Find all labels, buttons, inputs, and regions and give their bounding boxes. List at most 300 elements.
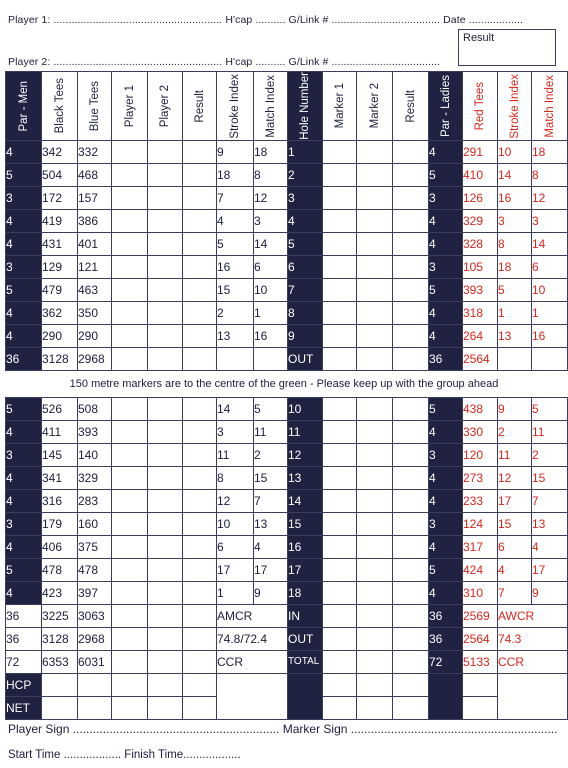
out-black-total: 3128 — [42, 347, 78, 370]
result-cell[interactable] — [183, 255, 217, 278]
player2-score[interactable] — [148, 536, 183, 559]
par-ladies-cell: 4 — [429, 140, 463, 163]
total-ladies-par: 72 — [429, 651, 463, 674]
marker1-score[interactable] — [323, 444, 357, 467]
out-result-total[interactable] — [183, 347, 217, 370]
red-tee-distance: 233 — [463, 490, 498, 513]
marker1-score[interactable] — [323, 232, 357, 255]
marker2-score[interactable] — [357, 444, 393, 467]
player2-score[interactable] — [148, 324, 183, 347]
par-men-cell: 4 — [6, 140, 42, 163]
total-blue: 6031 — [78, 651, 112, 674]
player2-score[interactable] — [148, 559, 183, 582]
hole-number-cell: 1 — [288, 140, 323, 163]
match-index-cell: 8 — [254, 163, 288, 186]
result-cell[interactable] — [183, 324, 217, 347]
ladies-match-index-cell: 1 — [532, 301, 568, 324]
result2-cell[interactable] — [393, 513, 429, 536]
par-ladies-cell: 3 — [429, 444, 463, 467]
result2-cell[interactable] — [393, 559, 429, 582]
out-par-total: 36 — [6, 347, 42, 370]
par-men-cell: 4 — [6, 232, 42, 255]
ladies-match-index-cell: 7 — [532, 490, 568, 513]
black-tee-distance: 290 — [42, 324, 78, 347]
result-cell[interactable] — [183, 513, 217, 536]
player1-score[interactable] — [112, 421, 148, 444]
marker1-score[interactable] — [323, 398, 357, 421]
ladies-match-index-cell: 12 — [532, 186, 568, 209]
result2-cell[interactable] — [393, 536, 429, 559]
col-match-index-ladies: Match Index — [532, 72, 568, 141]
out-empty-si — [217, 347, 254, 370]
red-tee-distance: 424 — [463, 559, 498, 582]
ladies-stroke-index-cell: 8 — [498, 232, 532, 255]
ladies-stroke-index-cell: 9 — [498, 398, 532, 421]
marker2-score[interactable] — [357, 398, 393, 421]
net-cell[interactable] — [42, 697, 78, 720]
marker1-score[interactable] — [323, 421, 357, 444]
total-marker1[interactable] — [323, 651, 357, 674]
player1-score[interactable] — [112, 582, 148, 605]
hole-row — [6, 582, 568, 605]
ccr-label: CCR — [217, 651, 288, 674]
in-ladies-par-total: 36 — [429, 605, 463, 628]
col-result: Result — [183, 72, 217, 141]
player1-score[interactable] — [112, 140, 148, 163]
total-marker2[interactable] — [357, 651, 393, 674]
hole-row — [6, 186, 568, 209]
marker1-score[interactable] — [323, 163, 357, 186]
ladies-stroke-index-cell: 18 — [498, 255, 532, 278]
blue-tee-distance: 283 — [78, 490, 112, 513]
col-stroke-index-ladies: Stroke Index — [498, 72, 532, 141]
marker2-score[interactable] — [357, 278, 393, 301]
marker2-score[interactable] — [357, 582, 393, 605]
marker2-score[interactable] — [357, 163, 393, 186]
result-cell[interactable] — [183, 209, 217, 232]
total-player2[interactable] — [148, 651, 183, 674]
blue-tee-distance: 393 — [78, 421, 112, 444]
marker2-score[interactable] — [357, 140, 393, 163]
player2-score[interactable] — [148, 421, 183, 444]
red-tee-distance: 126 — [463, 186, 498, 209]
player2-score[interactable] — [148, 140, 183, 163]
blue-tee-distance: 401 — [78, 232, 112, 255]
hole-number-cell: 3 — [288, 186, 323, 209]
hcp-label: HCP — [6, 674, 42, 697]
red-tee-distance: 317 — [463, 536, 498, 559]
result2-cell[interactable] — [393, 421, 429, 444]
net-cell[interactable] — [78, 697, 112, 720]
red-tee-distance: 120 — [463, 444, 498, 467]
blue-tee-distance: 397 — [78, 582, 112, 605]
stroke-index-cell: 6 — [217, 536, 254, 559]
player2-score[interactable] — [148, 301, 183, 324]
marker2-score[interactable] — [357, 490, 393, 513]
par-men-cell: 5 — [6, 398, 42, 421]
stroke-index-cell: 17 — [217, 559, 254, 582]
hcp-player1[interactable] — [112, 674, 148, 697]
hole-row — [6, 467, 568, 490]
in-par-total: 36 — [6, 605, 42, 628]
course-note: 150 metre markers are to the centre of the green - Please keep up with the group ahead — [69, 378, 499, 390]
match-index-cell: 18 — [254, 140, 288, 163]
player1-score[interactable] — [112, 324, 148, 347]
total-result2[interactable] — [393, 651, 429, 674]
ladies-stroke-index-cell: 11 — [498, 444, 532, 467]
out2-label: OUT — [288, 628, 323, 651]
marker1-score[interactable] — [323, 324, 357, 347]
hole-number-cell: 9 — [288, 324, 323, 347]
marker1-score[interactable] — [323, 536, 357, 559]
total-player1[interactable] — [112, 651, 148, 674]
result-cell[interactable] — [183, 559, 217, 582]
match-index-cell: 4 — [254, 536, 288, 559]
marker1-score[interactable] — [323, 301, 357, 324]
rating-blank — [217, 674, 288, 720]
black-tee-distance: 423 — [42, 582, 78, 605]
ladies-stroke-index-cell: 1 — [498, 301, 532, 324]
stroke-index-cell: 7 — [217, 186, 254, 209]
par-ladies-cell: 4 — [429, 232, 463, 255]
match-index-cell: 17 — [254, 559, 288, 582]
match-index-cell: 1 — [254, 301, 288, 324]
hole-row — [6, 209, 568, 232]
result2-cell[interactable] — [393, 186, 429, 209]
col-result-2: Result — [393, 72, 429, 141]
black-tee-distance: 362 — [42, 301, 78, 324]
result-cell[interactable] — [183, 140, 217, 163]
player2-score[interactable] — [148, 582, 183, 605]
marker1-score[interactable] — [323, 209, 357, 232]
out2-player2-total[interactable] — [148, 628, 183, 651]
ladies-match-index-cell: 8 — [532, 163, 568, 186]
result-cell[interactable] — [183, 490, 217, 513]
out2-marker1-total[interactable] — [323, 628, 357, 651]
hole-number-cell: 4 — [288, 209, 323, 232]
out-empty-lsi — [498, 347, 532, 370]
result-cell[interactable] — [183, 444, 217, 467]
hole-number-cell: 2 — [288, 163, 323, 186]
hole-row — [6, 255, 568, 278]
black-tee-distance: 145 — [42, 444, 78, 467]
player2-score[interactable] — [148, 467, 183, 490]
ladies-stroke-index-cell: 13 — [498, 324, 532, 347]
result-cell[interactable] — [183, 163, 217, 186]
blue-tee-distance: 478 — [78, 559, 112, 582]
blue-tee-distance: 160 — [78, 513, 112, 536]
par-ladies-cell: 4 — [429, 582, 463, 605]
black-tee-distance: 342 — [42, 140, 78, 163]
result2-cell[interactable] — [393, 163, 429, 186]
result2-cell[interactable] — [393, 140, 429, 163]
amcr-label: AMCR — [217, 605, 288, 628]
red-tee-distance: 328 — [463, 232, 498, 255]
player1-score[interactable] — [112, 513, 148, 536]
hole-row — [6, 490, 568, 513]
marker2-score[interactable] — [357, 467, 393, 490]
ladies-stroke-index-cell: 4 — [498, 559, 532, 582]
result-box[interactable] — [458, 29, 556, 66]
out-empty-lmi — [532, 347, 568, 370]
out-player1-total[interactable] — [112, 347, 148, 370]
result-cell[interactable] — [183, 536, 217, 559]
ladies-match-index-cell: 9 — [532, 582, 568, 605]
player2-score[interactable] — [148, 232, 183, 255]
black-tee-distance: 479 — [42, 278, 78, 301]
total-red: 5133 — [463, 651, 498, 674]
result2-cell[interactable] — [393, 209, 429, 232]
marker2-score[interactable] — [357, 186, 393, 209]
ladies-match-index-cell: 11 — [532, 421, 568, 444]
marker1-score[interactable] — [323, 140, 357, 163]
in-black-total: 3225 — [42, 605, 78, 628]
hole-row — [6, 559, 568, 582]
player2-score[interactable] — [148, 490, 183, 513]
black-tee-distance: 504 — [42, 163, 78, 186]
in-red-total: 2569 — [463, 605, 498, 628]
net-result2[interactable] — [393, 697, 429, 720]
out-red-total: 2564 — [463, 347, 498, 370]
player2-score[interactable] — [148, 209, 183, 232]
black-tee-distance: 419 — [42, 209, 78, 232]
match-index-cell: 13 — [254, 513, 288, 536]
marker1-score[interactable] — [323, 490, 357, 513]
stroke-index-cell: 3 — [217, 421, 254, 444]
col-marker-1: Marker 1 — [323, 72, 357, 141]
blue-tee-distance: 468 — [78, 163, 112, 186]
hole-row — [6, 421, 568, 444]
ladies-stroke-index-cell: 5 — [498, 278, 532, 301]
out2-player1-total[interactable] — [112, 628, 148, 651]
player1-score[interactable] — [112, 536, 148, 559]
black-tee-distance: 411 — [42, 421, 78, 444]
par-ladies-cell: 3 — [429, 513, 463, 536]
marker2-score[interactable] — [357, 209, 393, 232]
match-index-cell: 10 — [254, 278, 288, 301]
par-men-cell: 4 — [6, 421, 42, 444]
result2-cell[interactable] — [393, 324, 429, 347]
front-nine-table — [5, 71, 568, 371]
stroke-index-cell: 10 — [217, 513, 254, 536]
hole-row — [6, 324, 568, 347]
hole-number-cell: 16 — [288, 536, 323, 559]
blue-tee-distance: 290 — [78, 324, 112, 347]
blue-tee-distance: 157 — [78, 186, 112, 209]
in-marker1-total[interactable] — [323, 605, 357, 628]
player1-score[interactable] — [112, 255, 148, 278]
blue-tee-distance: 386 — [78, 209, 112, 232]
in-player2-total[interactable] — [148, 605, 183, 628]
par-men-cell: 4 — [6, 324, 42, 347]
ladies-stroke-index-cell: 3 — [498, 209, 532, 232]
ladies-course-rating: 74.3 — [498, 628, 568, 651]
result2-cell[interactable] — [393, 301, 429, 324]
ladies-match-index-cell: 13 — [532, 513, 568, 536]
time-line[interactable]: Start Time .................. Finish Time.................. — [8, 749, 241, 761]
out-player2-total[interactable] — [148, 347, 183, 370]
black-tee-distance: 526 — [42, 398, 78, 421]
player1-score[interactable] — [112, 209, 148, 232]
in-marker2-total[interactable] — [357, 605, 393, 628]
in-result2-total[interactable] — [393, 605, 429, 628]
marker1-score[interactable] — [323, 278, 357, 301]
in-result-total[interactable] — [183, 605, 217, 628]
result-cell[interactable] — [183, 232, 217, 255]
hole-number-cell: 11 — [288, 421, 323, 444]
red-tee-distance: 329 — [463, 209, 498, 232]
black-tee-distance: 316 — [42, 490, 78, 513]
result2-cell[interactable] — [393, 490, 429, 513]
player2-score[interactable] — [148, 444, 183, 467]
par-ladies-cell: 4 — [429, 301, 463, 324]
blue-tee-distance: 350 — [78, 301, 112, 324]
player2-score[interactable] — [148, 398, 183, 421]
marker2-score[interactable] — [357, 513, 393, 536]
hole-row — [6, 232, 568, 255]
player2-score[interactable] — [148, 513, 183, 536]
result-cell[interactable] — [183, 186, 217, 209]
player2-score[interactable] — [148, 186, 183, 209]
total-result[interactable] — [183, 651, 217, 674]
red-tee-distance: 410 — [463, 163, 498, 186]
net-marker2[interactable] — [357, 697, 393, 720]
player2-score[interactable] — [148, 163, 183, 186]
marker2-score[interactable] — [357, 324, 393, 347]
hcp-marker2[interactable] — [357, 674, 393, 697]
par-men-cell: 4 — [6, 467, 42, 490]
col-player-2: Player 2 — [148, 72, 183, 141]
player2-score[interactable] — [148, 278, 183, 301]
ladies-rating-blank — [498, 674, 568, 720]
par-ladies-cell: 5 — [429, 559, 463, 582]
player2-score[interactable] — [148, 255, 183, 278]
player1-score[interactable] — [112, 398, 148, 421]
hcp-cell[interactable] — [78, 674, 112, 697]
player1-score[interactable] — [112, 186, 148, 209]
col-hole-number: Hole Number — [288, 72, 323, 141]
hcp-marker1[interactable] — [323, 674, 357, 697]
sign-line[interactable]: Player Sign .............................................................. Marker Sign .............................................................. — [8, 722, 558, 736]
hcp-result2[interactable] — [393, 674, 429, 697]
stroke-index-cell: 15 — [217, 278, 254, 301]
hcp-player2[interactable] — [148, 674, 183, 697]
player2-line[interactable]: Player 2: ........................................................ H'cap .......... G/Link # .................................... — [8, 56, 441, 68]
par-ladies-cell: 4 — [429, 421, 463, 444]
ladies-match-index-cell: 2 — [532, 444, 568, 467]
net-result[interactable] — [183, 697, 217, 720]
stroke-index-cell: 14 — [217, 398, 254, 421]
par-ladies-cell: 5 — [429, 163, 463, 186]
player1-score[interactable] — [112, 278, 148, 301]
in-player1-total[interactable] — [112, 605, 148, 628]
hole-number-cell: 7 — [288, 278, 323, 301]
result-cell[interactable] — [183, 421, 217, 444]
out-marker1-total[interactable] — [323, 347, 357, 370]
par-men-cell: 5 — [6, 163, 42, 186]
marker2-score[interactable] — [357, 559, 393, 582]
result-cell[interactable] — [183, 278, 217, 301]
player1-score[interactable] — [112, 559, 148, 582]
ladies-stroke-index-cell: 7 — [498, 582, 532, 605]
marker2-score[interactable] — [357, 421, 393, 444]
ladies-stroke-index-cell: 10 — [498, 140, 532, 163]
red-tee-distance: 124 — [463, 513, 498, 536]
ladies-match-index-cell: 15 — [532, 467, 568, 490]
out-marker2-total[interactable] — [357, 347, 393, 370]
result2-cell[interactable] — [393, 232, 429, 255]
result2-cell[interactable] — [393, 398, 429, 421]
stroke-index-cell: 2 — [217, 301, 254, 324]
marker1-score[interactable] — [323, 513, 357, 536]
in-label: IN — [288, 605, 323, 628]
total-par: 72 — [6, 651, 42, 674]
player1-score[interactable] — [112, 232, 148, 255]
par-men-cell: 3 — [6, 255, 42, 278]
column-header-row — [6, 72, 568, 141]
result-cell[interactable] — [183, 467, 217, 490]
marker2-score[interactable] — [357, 255, 393, 278]
out-result2-total[interactable] — [393, 347, 429, 370]
net-player2[interactable] — [148, 697, 183, 720]
stroke-index-cell: 4 — [217, 209, 254, 232]
player1-score[interactable] — [112, 444, 148, 467]
net-marker1[interactable] — [323, 697, 357, 720]
out2-result2-total[interactable] — [393, 628, 429, 651]
col-red-tees: Red Tees — [463, 72, 498, 141]
marker2-score[interactable] — [357, 232, 393, 255]
match-index-cell: 9 — [254, 582, 288, 605]
par-ladies-cell: 4 — [429, 467, 463, 490]
result-cell[interactable] — [183, 398, 217, 421]
total-row — [6, 651, 568, 674]
hcp-result[interactable] — [183, 674, 217, 697]
result-cell[interactable] — [183, 582, 217, 605]
player1-score[interactable] — [112, 467, 148, 490]
stroke-index-cell: 9 — [217, 140, 254, 163]
marker1-score[interactable] — [323, 255, 357, 278]
hcp-cell[interactable] — [42, 674, 78, 697]
out-blue-total: 2968 — [78, 347, 112, 370]
marker2-score[interactable] — [357, 536, 393, 559]
out2-marker2-total[interactable] — [357, 628, 393, 651]
marker2-score[interactable] — [357, 301, 393, 324]
player1-score[interactable] — [112, 163, 148, 186]
player1-score[interactable] — [112, 490, 148, 513]
marker1-score[interactable] — [323, 186, 357, 209]
result2-cell[interactable] — [393, 444, 429, 467]
result2-cell[interactable] — [393, 278, 429, 301]
player1-score[interactable] — [112, 301, 148, 324]
out-ladies-par-total: 36 — [429, 347, 463, 370]
blue-tee-distance: 140 — [78, 444, 112, 467]
ladies-match-index-cell: 5 — [532, 398, 568, 421]
marker1-score[interactable] — [323, 582, 357, 605]
net-player1[interactable] — [112, 697, 148, 720]
ladies-match-index-cell: 10 — [532, 278, 568, 301]
result2-cell[interactable] — [393, 582, 429, 605]
result-cell[interactable] — [183, 301, 217, 324]
result2-cell[interactable] — [393, 467, 429, 490]
out2-result-total[interactable] — [183, 628, 217, 651]
marker1-score[interactable] — [323, 559, 357, 582]
hole-number-cell: 15 — [288, 513, 323, 536]
par-men-cell: 5 — [6, 559, 42, 582]
marker1-score[interactable] — [323, 467, 357, 490]
player1-line[interactable]: Player 1: ........................................................ H'cap .......... G/Link # .................................... Date .................. — [8, 14, 524, 26]
col-match-index: Match Index — [254, 72, 288, 141]
result2-cell[interactable] — [393, 255, 429, 278]
